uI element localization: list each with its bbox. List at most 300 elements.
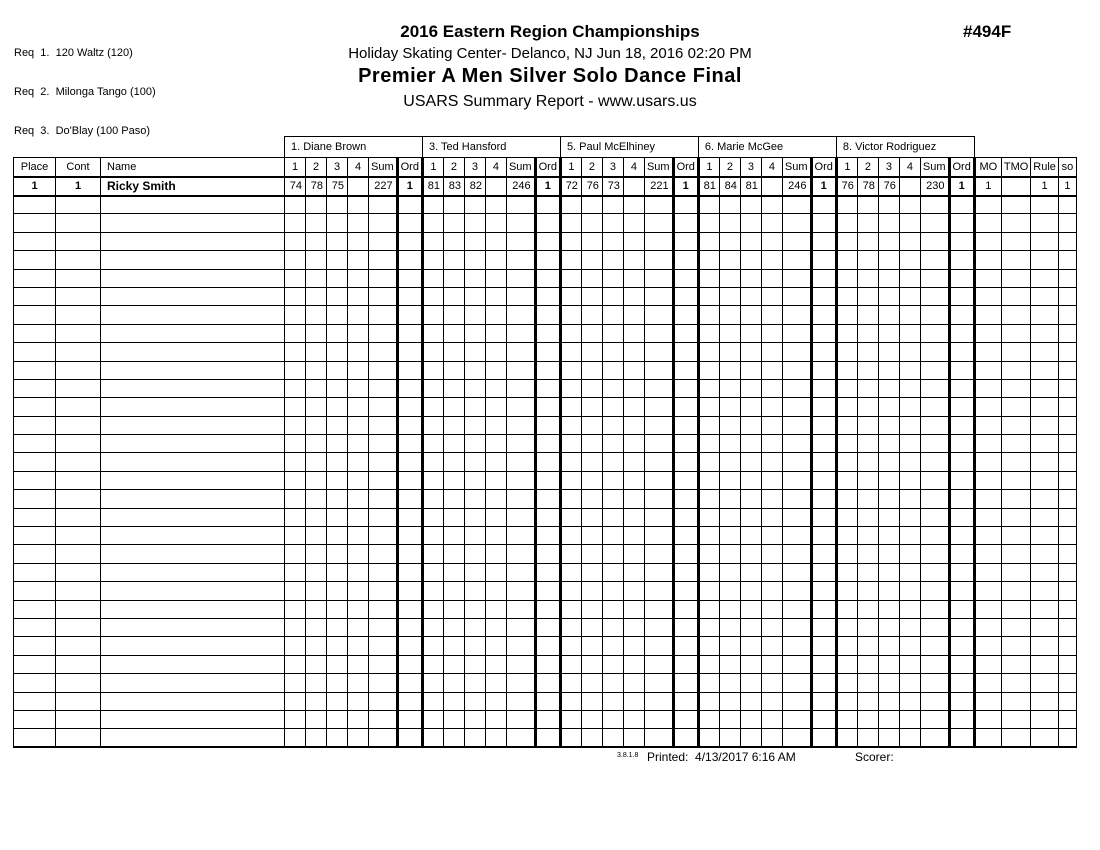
- score-cell: [306, 232, 327, 250]
- sum-cell: [920, 361, 949, 379]
- score-cell: [857, 710, 878, 728]
- score-cell: [306, 269, 327, 287]
- cont-cell: [56, 490, 101, 508]
- skater-name-cell: [101, 674, 285, 692]
- sum-cell: [506, 435, 535, 453]
- skater-name-cell: [101, 196, 285, 214]
- score-cell: [560, 361, 581, 379]
- score-cell: [878, 361, 899, 379]
- so-cell: [1058, 196, 1076, 214]
- skater-name-cell: [101, 435, 285, 453]
- ord-cell: [811, 379, 836, 397]
- column-header-1: 1: [560, 158, 581, 177]
- column-header-2: 2: [719, 158, 740, 177]
- score-cell: [623, 674, 644, 692]
- score-cell: [443, 692, 464, 710]
- place-cell: [14, 618, 56, 636]
- score-cell: [485, 582, 506, 600]
- score-cell: [623, 324, 644, 342]
- place-cell: [14, 343, 56, 361]
- score-cell: [560, 379, 581, 397]
- ord-cell: [949, 287, 974, 305]
- ord-cell: [397, 545, 422, 563]
- score-cell: [899, 618, 920, 636]
- score-cell: [761, 545, 782, 563]
- score-cell: [602, 729, 623, 747]
- ord-cell: 1: [673, 177, 698, 196]
- empty-table-row: [14, 306, 1077, 324]
- ord-cell: [811, 618, 836, 636]
- sum-cell: [920, 674, 949, 692]
- sum-cell: [782, 674, 811, 692]
- score-cell: [443, 582, 464, 600]
- score-cell: [899, 600, 920, 618]
- score-cell: [623, 453, 644, 471]
- score-cell: [899, 361, 920, 379]
- score-cell: [878, 232, 899, 250]
- empty-table-row: [14, 398, 1077, 416]
- tmo-cell: [1001, 618, 1030, 636]
- score-cell: [348, 343, 369, 361]
- sum-cell: [369, 508, 398, 526]
- score-cell: [719, 398, 740, 416]
- score-cell: [602, 545, 623, 563]
- score-cell: [761, 618, 782, 636]
- score-cell: [422, 306, 443, 324]
- sum-cell: [920, 398, 949, 416]
- ord-cell: [535, 692, 560, 710]
- sum-cell: [920, 287, 949, 305]
- column-header-sum: Sum: [782, 158, 811, 177]
- score-cell: [878, 196, 899, 214]
- score-cell: [422, 398, 443, 416]
- column-header-1: 1: [422, 158, 443, 177]
- sum-cell: [920, 582, 949, 600]
- score-cell: [719, 214, 740, 232]
- score-cell: [836, 343, 857, 361]
- score-cell: [719, 416, 740, 434]
- mo-cell: [974, 655, 1001, 673]
- score-cell: [422, 251, 443, 269]
- score-cell: [443, 398, 464, 416]
- score-cell: [348, 453, 369, 471]
- cont-cell: [56, 674, 101, 692]
- so-cell: [1058, 379, 1076, 397]
- score-cell: [422, 379, 443, 397]
- mo-cell: [974, 232, 1001, 250]
- score-cell: [836, 600, 857, 618]
- score-cell: [327, 710, 348, 728]
- ord-cell: [949, 214, 974, 232]
- ord-cell: [535, 545, 560, 563]
- score-cell: [560, 600, 581, 618]
- score-cell: [602, 710, 623, 728]
- sum-cell: 246: [506, 177, 535, 196]
- sum-cell: [644, 729, 673, 747]
- score-cell: [560, 527, 581, 545]
- cont-cell: [56, 251, 101, 269]
- empty-table-row: [14, 324, 1077, 342]
- score-cell: [836, 490, 857, 508]
- score-cell: [836, 637, 857, 655]
- score-cell: [761, 416, 782, 434]
- score-cell: [464, 490, 485, 508]
- column-header-ord: Ord: [397, 158, 422, 177]
- empty-table-row: [14, 196, 1077, 214]
- score-cell: [602, 600, 623, 618]
- score-cell: [348, 490, 369, 508]
- score-cell: [698, 196, 719, 214]
- ord-cell: [397, 600, 422, 618]
- score-cell: [899, 177, 920, 196]
- sum-cell: [920, 490, 949, 508]
- empty-table-row: [14, 343, 1077, 361]
- score-cell: [740, 196, 761, 214]
- ord-cell: [949, 251, 974, 269]
- score-cell: [485, 416, 506, 434]
- ord-cell: [673, 416, 698, 434]
- sum-cell: [506, 361, 535, 379]
- score-cell: [581, 324, 602, 342]
- score-cell: [422, 214, 443, 232]
- place-cell: [14, 545, 56, 563]
- score-cell: [602, 692, 623, 710]
- score-cell: [348, 214, 369, 232]
- score-cell: [581, 471, 602, 489]
- score-cell: [285, 214, 306, 232]
- score-cell: [761, 343, 782, 361]
- skater-name-cell: [101, 306, 285, 324]
- printed-timestamp: [647, 750, 796, 764]
- sum-cell: [782, 398, 811, 416]
- ord-cell: [949, 306, 974, 324]
- score-cell: [623, 287, 644, 305]
- score-cell: [719, 379, 740, 397]
- skater-name-cell: [101, 453, 285, 471]
- score-cell: [464, 435, 485, 453]
- sum-cell: [369, 527, 398, 545]
- score-cell: [836, 435, 857, 453]
- score-cell: [306, 563, 327, 581]
- score-cell: [443, 563, 464, 581]
- score-cell: 81: [422, 177, 443, 196]
- score-cell: [878, 471, 899, 489]
- sum-cell: 230: [920, 177, 949, 196]
- score-cell: [485, 196, 506, 214]
- column-header-3: 3: [740, 158, 761, 177]
- empty-table-row: [14, 214, 1077, 232]
- mo-cell: 1: [974, 177, 1001, 196]
- sum-cell: [369, 435, 398, 453]
- score-cell: [327, 692, 348, 710]
- score-cell: [560, 398, 581, 416]
- page-title: 2016 Eastern Region Championships: [400, 22, 700, 41]
- cont-cell: [56, 343, 101, 361]
- empty-table-row: [14, 361, 1077, 379]
- score-cell: [560, 692, 581, 710]
- score-cell: [581, 379, 602, 397]
- mo-cell: [974, 196, 1001, 214]
- score-cell: [464, 600, 485, 618]
- skater-name-cell: [101, 287, 285, 305]
- cont-cell: [56, 618, 101, 636]
- ord-cell: [949, 655, 974, 673]
- place-cell: [14, 435, 56, 453]
- score-cell: [422, 471, 443, 489]
- score-cell: [698, 637, 719, 655]
- place-cell: [14, 582, 56, 600]
- ord-cell: [673, 490, 698, 508]
- score-cell: [560, 453, 581, 471]
- score-cell: [836, 563, 857, 581]
- ord-cell: [535, 287, 560, 305]
- score-cell: [698, 232, 719, 250]
- sum-cell: [782, 637, 811, 655]
- empty-table-row: [14, 379, 1077, 397]
- score-cell: [623, 490, 644, 508]
- cont-cell: [56, 710, 101, 728]
- score-cell: [836, 269, 857, 287]
- score-cell: [698, 618, 719, 636]
- ord-cell: [949, 527, 974, 545]
- score-cell: [719, 545, 740, 563]
- mo-cell: [974, 674, 1001, 692]
- score-cell: [878, 379, 899, 397]
- ord-cell: [535, 416, 560, 434]
- tmo-cell: [1001, 490, 1030, 508]
- mo-cell: [974, 600, 1001, 618]
- score-cell: [857, 269, 878, 287]
- mo-cell: [974, 269, 1001, 287]
- sum-cell: [782, 655, 811, 673]
- score-cell: [285, 600, 306, 618]
- cont-cell: [56, 398, 101, 416]
- sum-cell: [920, 655, 949, 673]
- score-cell: [348, 324, 369, 342]
- score-cell: [857, 545, 878, 563]
- score-cell: [740, 527, 761, 545]
- score-cell: [306, 306, 327, 324]
- sum-cell: [369, 324, 398, 342]
- column-header-ord: Ord: [949, 158, 974, 177]
- ord-cell: [811, 508, 836, 526]
- score-cell: [327, 545, 348, 563]
- score-cell: [581, 232, 602, 250]
- score-cell: [698, 674, 719, 692]
- score-cell: [285, 563, 306, 581]
- score-cell: [899, 563, 920, 581]
- ord-cell: [811, 196, 836, 214]
- score-cell: [422, 618, 443, 636]
- score-cell: [602, 453, 623, 471]
- score-cell: [899, 729, 920, 747]
- mo-cell: [974, 545, 1001, 563]
- score-cell: [623, 214, 644, 232]
- ord-cell: [673, 453, 698, 471]
- tmo-cell: [1001, 416, 1030, 434]
- sum-cell: [506, 618, 535, 636]
- score-cell: [464, 379, 485, 397]
- so-cell: [1058, 710, 1076, 728]
- sum-cell: [369, 269, 398, 287]
- sum-cell: [644, 471, 673, 489]
- score-cell: [719, 508, 740, 526]
- ord-cell: [811, 232, 836, 250]
- score-cell: 75: [327, 177, 348, 196]
- ord-cell: [397, 251, 422, 269]
- ord-cell: [397, 490, 422, 508]
- score-cell: [623, 361, 644, 379]
- so-cell: [1058, 655, 1076, 673]
- sum-cell: [782, 324, 811, 342]
- sum-cell: [644, 416, 673, 434]
- score-cell: [602, 287, 623, 305]
- sum-cell: [369, 251, 398, 269]
- score-cell: [857, 563, 878, 581]
- score-cell: [719, 490, 740, 508]
- score-cell: [899, 416, 920, 434]
- score-cell: [857, 435, 878, 453]
- empty-table-row: [14, 710, 1077, 728]
- score-cell: [306, 471, 327, 489]
- score-cell: [899, 324, 920, 342]
- ord-cell: [811, 416, 836, 434]
- score-cell: [698, 490, 719, 508]
- score-cell: [761, 379, 782, 397]
- score-cell: [348, 306, 369, 324]
- ord-cell: [535, 637, 560, 655]
- rule-cell: [1031, 527, 1059, 545]
- score-cell: [878, 324, 899, 342]
- sum-cell: [369, 343, 398, 361]
- sum-cell: [782, 618, 811, 636]
- score-cell: [761, 582, 782, 600]
- score-cell: [464, 618, 485, 636]
- skater-name-cell: [101, 618, 285, 636]
- sum-cell: [920, 692, 949, 710]
- ord-cell: [535, 471, 560, 489]
- score-cell: [464, 527, 485, 545]
- tmo-cell: [1001, 655, 1030, 673]
- score-cell: [623, 251, 644, 269]
- empty-table-row: [14, 287, 1077, 305]
- score-cell: [602, 251, 623, 269]
- sum-cell: [369, 545, 398, 563]
- score-cell: [560, 582, 581, 600]
- score-cell: [306, 490, 327, 508]
- score-cell: [698, 563, 719, 581]
- sum-cell: [506, 582, 535, 600]
- ord-cell: [535, 618, 560, 636]
- empty-table-row: [14, 269, 1077, 287]
- sum-cell: [506, 508, 535, 526]
- sum-cell: [369, 582, 398, 600]
- score-cell: [899, 637, 920, 655]
- ord-cell: [949, 361, 974, 379]
- score-cell: [485, 710, 506, 728]
- cont-cell: [56, 269, 101, 287]
- score-cell: [443, 729, 464, 747]
- score-cell: [602, 582, 623, 600]
- requirement-line: Req 1. 120 Waltz (120): [14, 47, 133, 59]
- score-cell: [581, 563, 602, 581]
- ord-cell: [535, 729, 560, 747]
- column-header-2: 2: [306, 158, 327, 177]
- score-cell: [761, 729, 782, 747]
- score-cell: [623, 508, 644, 526]
- ord-cell: [535, 435, 560, 453]
- ord-cell: [535, 710, 560, 728]
- tmo-cell: [1001, 343, 1030, 361]
- empty-table-row: [14, 545, 1077, 563]
- score-cell: [464, 416, 485, 434]
- score-cell: [698, 600, 719, 618]
- score-cell: [422, 324, 443, 342]
- score-cell: [443, 361, 464, 379]
- score-cell: [740, 655, 761, 673]
- score-cell: [740, 287, 761, 305]
- score-cell: [623, 343, 644, 361]
- tmo-cell: [1001, 306, 1030, 324]
- sum-cell: [644, 655, 673, 673]
- ord-cell: [397, 637, 422, 655]
- ord-cell: [397, 453, 422, 471]
- score-cell: [443, 674, 464, 692]
- ord-cell: [673, 361, 698, 379]
- mo-cell: [974, 471, 1001, 489]
- score-cell: [581, 637, 602, 655]
- score-cell: [485, 471, 506, 489]
- ord-cell: [811, 343, 836, 361]
- ord-cell: [673, 471, 698, 489]
- mo-cell: [974, 453, 1001, 471]
- ord-cell: [673, 306, 698, 324]
- sum-cell: [369, 398, 398, 416]
- tmo-cell: [1001, 435, 1030, 453]
- score-cell: [443, 710, 464, 728]
- ord-cell: [535, 600, 560, 618]
- score-cell: [348, 618, 369, 636]
- score-cell: [740, 508, 761, 526]
- score-cell: [740, 416, 761, 434]
- score-cell: [623, 379, 644, 397]
- score-cell: [698, 435, 719, 453]
- skater-name-cell: [101, 527, 285, 545]
- so-cell: [1058, 692, 1076, 710]
- score-cell: [422, 563, 443, 581]
- sum-cell: [782, 527, 811, 545]
- score-cell: [602, 398, 623, 416]
- sum-cell: [506, 214, 535, 232]
- sum-cell: [920, 729, 949, 747]
- results-table: [13, 136, 1077, 748]
- sum-cell: 227: [369, 177, 398, 196]
- ord-cell: [673, 618, 698, 636]
- score-cell: [464, 361, 485, 379]
- place-cell: [14, 232, 56, 250]
- sum-cell: [782, 710, 811, 728]
- skater-name-cell: [101, 379, 285, 397]
- score-cell: [327, 214, 348, 232]
- score-cell: [327, 453, 348, 471]
- place-cell: [14, 269, 56, 287]
- score-cell: [878, 710, 899, 728]
- skater-name-cell: [101, 490, 285, 508]
- score-cell: [285, 232, 306, 250]
- rule-cell: 1: [1031, 177, 1059, 196]
- score-cell: [602, 379, 623, 397]
- score-cell: [327, 416, 348, 434]
